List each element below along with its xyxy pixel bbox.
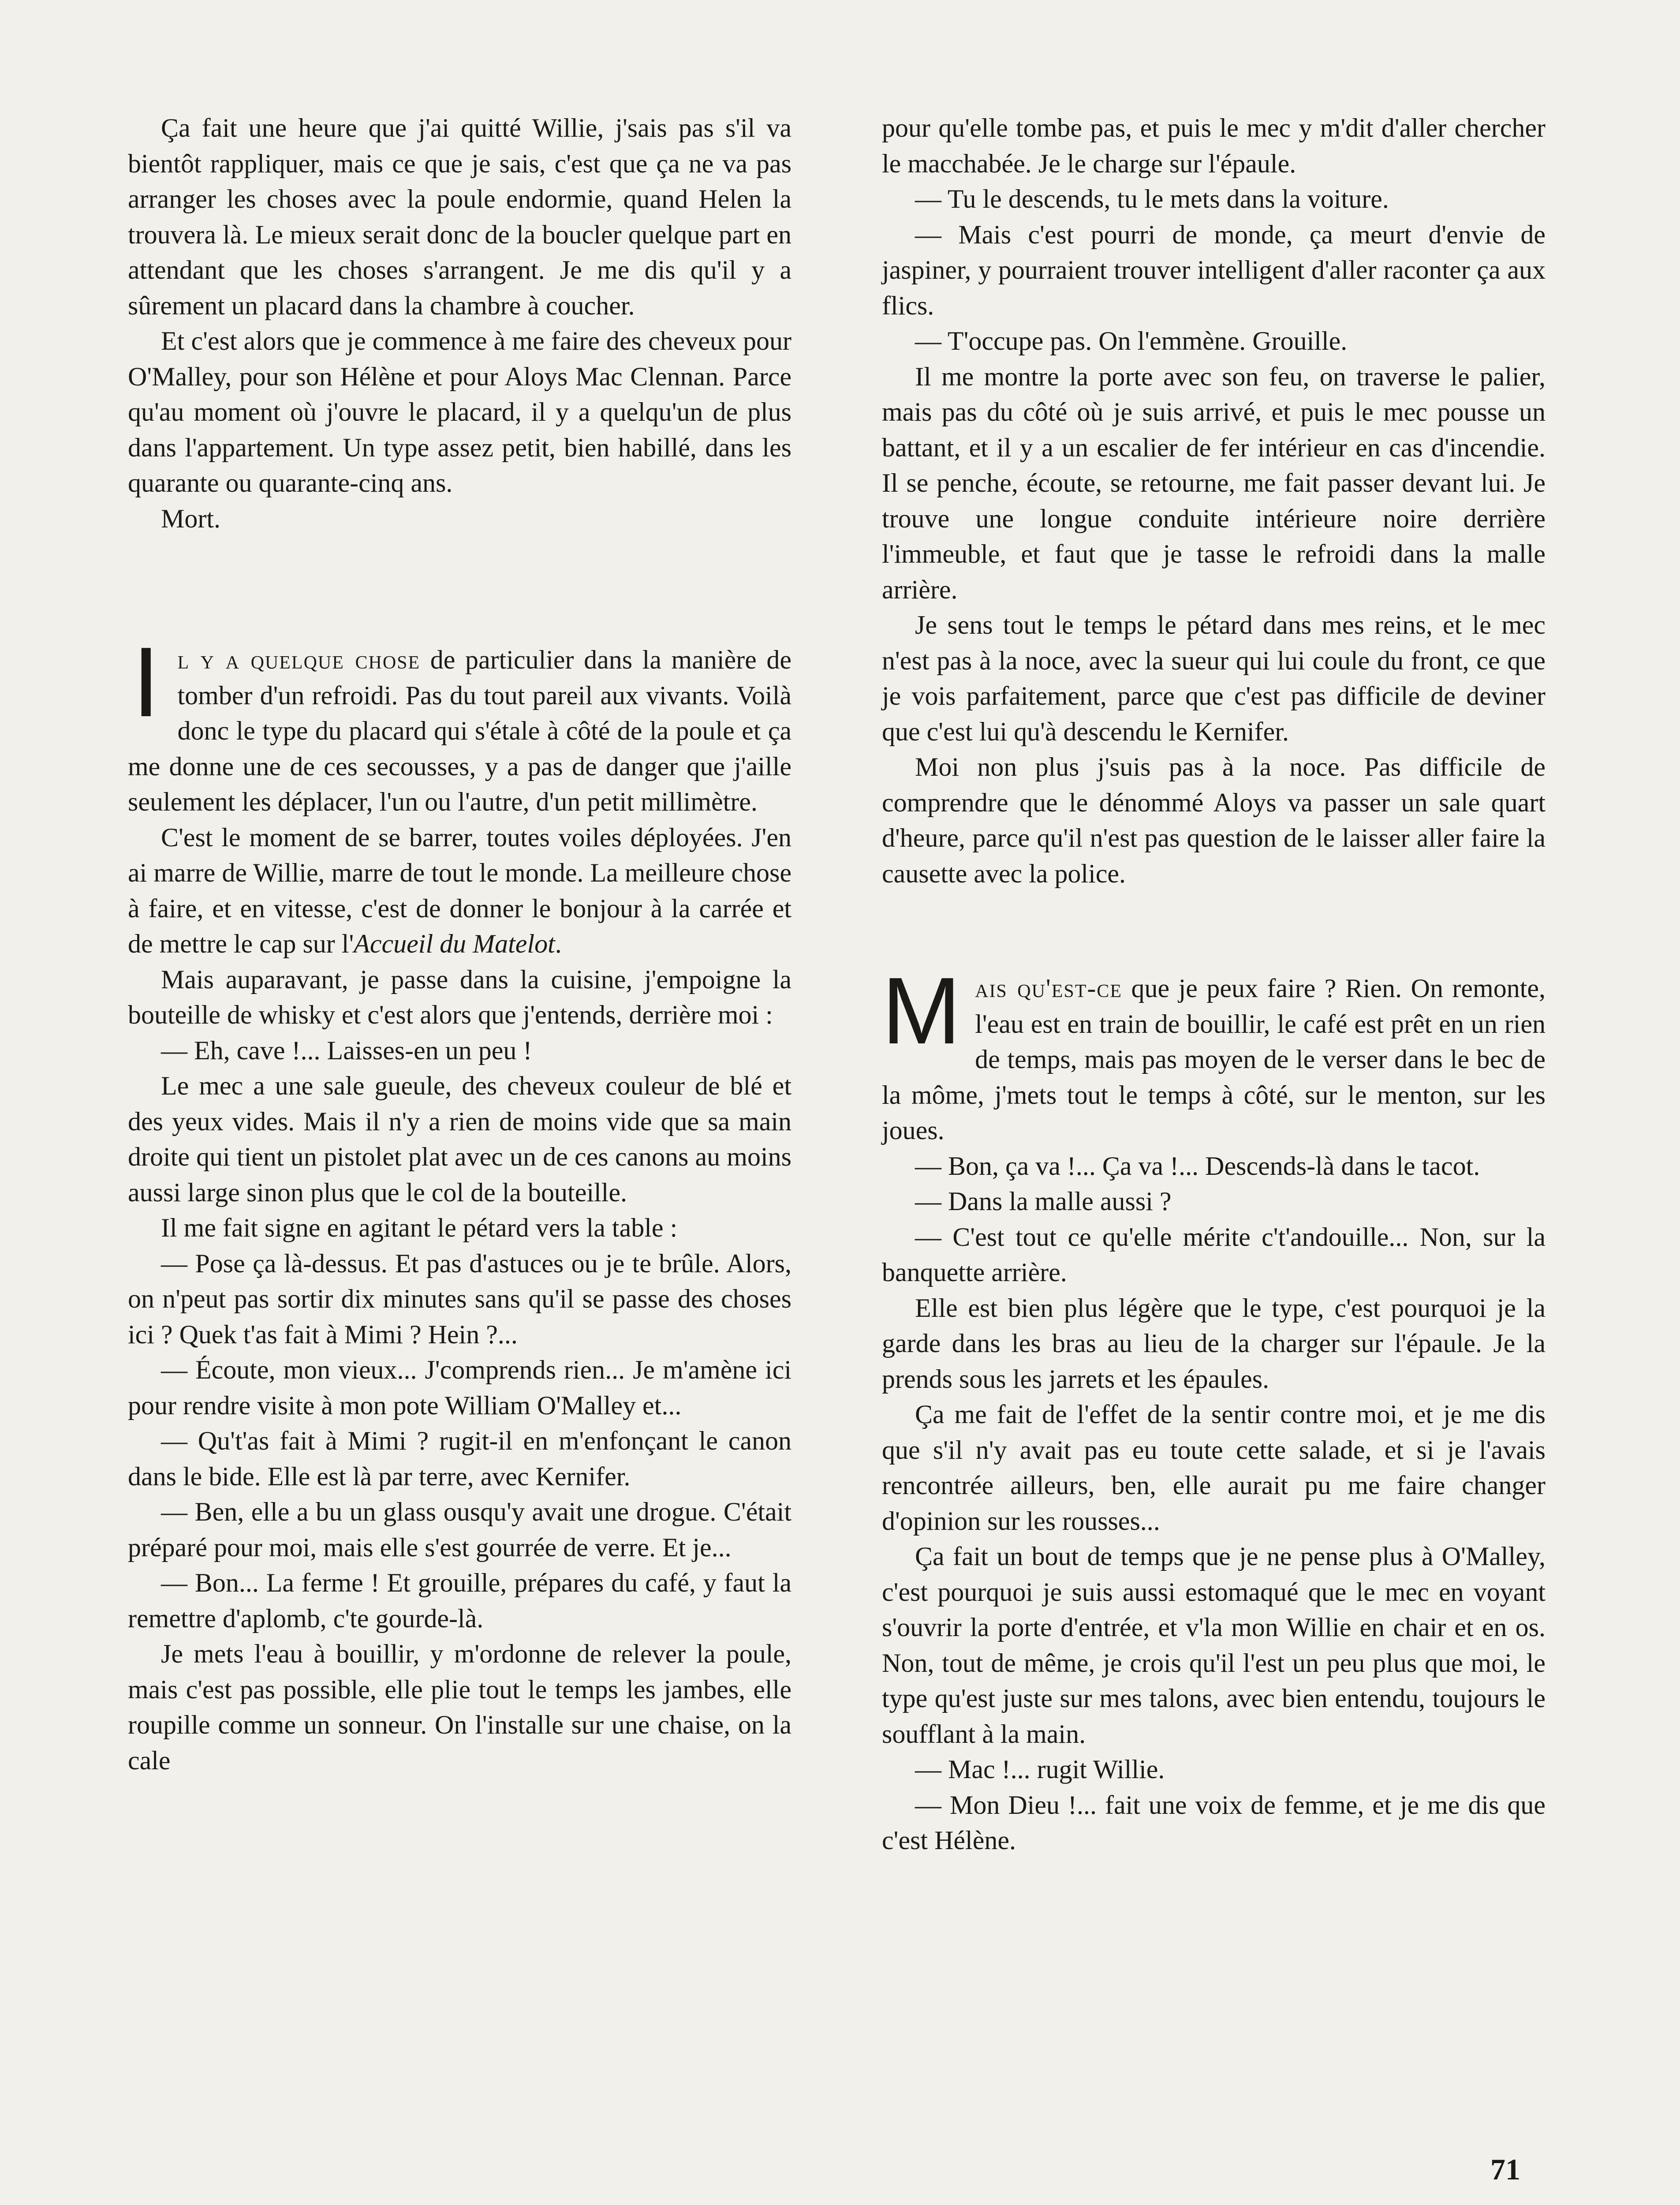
- small-caps-lead: ais qu'est-ce: [975, 974, 1123, 1003]
- drop-cap: I: [132, 626, 160, 737]
- dialogue-line: — Écoute, mon vieux... J'comprends rien... Je m'amène ici pour rendre visite à mon pote William O'Malley et...: [128, 1355, 791, 1420]
- right-column: [882, 110, 1546, 1858]
- section-break: [882, 891, 1546, 971]
- paragraph: Elle est bien plus légère que le type, c'est pourquoi je la garde dans les bras au lieu de la charger sur l'épaule. Je la prends sous les jarrets et les épaules.: [882, 1293, 1546, 1394]
- paragraph-continued: pour qu'elle tombe pas, et puis le mec y m'dit d'aller chercher le macchabée. Je le charge sur l'épaule.: [882, 113, 1546, 178]
- dialogue-line: — T'occupe pas. On l'emmène. Grouille.: [915, 326, 1348, 355]
- section-opening: [882, 957, 1546, 1148]
- section-opening: [128, 626, 791, 820]
- page-number: 71: [1490, 2153, 1520, 2186]
- small-caps-lead: l y a quelque chose: [177, 645, 421, 674]
- dialogue-line: — Tu le descends, tu le mets dans la voiture.: [915, 184, 1389, 213]
- dialogue-line: — Bon... La ferme ! Et grouille, prépares du café, y faut la remettre d'aplomb, c'te gourde-là.: [128, 1568, 791, 1633]
- paragraph: Mort.: [161, 504, 220, 533]
- paragraph: Moi non plus j'suis pas à la noce. Pas difficile de comprendre que le dénommé Aloys va passer un sale quart d'heure, parce qu'il n'est pas question de le laisser aller faire la causette avec la police.: [882, 752, 1546, 888]
- dialogue-line: — Mais c'est pourri de monde, ça meurt d'envie de jaspiner, y pourraient trouver intelligent d'aller raconter ça aux flics.: [882, 220, 1546, 320]
- paragraph: Mais auparavant, je passe dans la cuisine, j'empoigne la bouteille de whisky et c'est alors que j'entends, derrière moi :: [128, 964, 791, 1029]
- dialogue-line: — Mon Dieu !... fait une voix de femme, et je me dis que c'est Hélène.: [882, 1790, 1546, 1855]
- italic-title: Accueil du Matelot: [354, 929, 555, 958]
- paragraph: Il me fait signe en agitant le pétard vers la table :: [161, 1213, 678, 1242]
- paragraph: Je sens tout le temps le pétard dans mes reins, et le mec n'est pas à la noce, avec la sueur qui lui coule du front, ce que je vois parfaitement, parce que c'est pas difficile de deviner que c'est lui qu'à descendu le Kernifer.: [882, 610, 1546, 746]
- paragraph: [128, 820, 791, 962]
- lead-text: que je peux faire ? Rien. On remonte, l'eau est en train de bouillir, le café est prêt en un rien de temps, mais pas moyen de le verser dans le bec de la môme, j'mets tout le temps à côté, sur le menton, sur les joues.: [882, 974, 1546, 1145]
- dialogue-line: — C'est tout ce qu'elle mérite c't'andouille... Non, sur la banquette arrière.: [882, 1222, 1546, 1287]
- paragraph: Le mec a une sale gueule, des cheveux couleur de blé et des yeux vides. Mais il n'y a rien de moins vide que sa main droite qui tient un pistolet plat avec un de ces canons au moins aussi large sinon plus que le col de la bouteille.: [128, 1071, 791, 1207]
- dialogue-line: — Bon, ça va !... Ça va !... Descends-là dans le tacot.: [915, 1151, 1480, 1181]
- dialogue-line: — Mac !... rugit Willie.: [915, 1755, 1165, 1784]
- left-column: [128, 110, 791, 1778]
- lead-paragraph: [882, 957, 1546, 1148]
- paragraph: Je mets l'eau à bouillir, y m'ordonne de relever la poule, mais c'est pas possible, elle plie tout le temps les jambes, elle roupille comme un sonneur. On l'installe sur une chaise, on la cale: [128, 1639, 791, 1775]
- dialogue-line: — Qu't'as fait à Mimi ? rugit-il en m'enfonçant le canon dans le bide. Elle est là par terre, avec Kernifer.: [128, 1426, 791, 1491]
- paragraph-end: .: [555, 929, 562, 958]
- dialogue-line: — Ben, elle a bu un glass ousqu'y avait une drogue. C'était préparé pour moi, mais elle s'est gourrée de verre. Et je...: [128, 1497, 791, 1562]
- dialogue-line: — Eh, cave !... Laisses-en un peu !: [161, 1035, 532, 1065]
- paragraph: Ça fait un bout de temps que je ne pense plus à O'Malley, c'est pourquoi je suis aussi estomaqué que le mec en voyant s'ouvrir la porte d'entrée, et v'la mon Willie en chair et en os. Non, tout de même, je crois qu'il l'est un peu plus que moi, le type qu'est juste sur mes talons, avec bien entendu, toujours le soufflant à la main.: [882, 1542, 1546, 1749]
- paragraph: Ça me fait de l'effet de la sentir contre moi, et je me dis que s'il n'y avait pas eu toute cette salade, et si je l'avais rencontrée ailleurs, ben, elle aurait pu me faire changer d'opinion sur les rousses...: [882, 1400, 1546, 1536]
- paragraph: Et c'est alors que je commence à me faire des cheveux pour O'Malley, pour son Hélène et pour Aloys Mac Clennan. Parce qu'au moment où j'ouvre le placard, il y a quelqu'un de plus dans l'appartement. Un type assez petit, bien habillé, dans les quarante ou quarante-cinq ans.: [128, 326, 791, 497]
- paragraph: Ça fait une heure que j'ai quitté Willie, j'sais pas s'il va bientôt rappliquer, mais ce que je sais, c'est que ça ne va pas arranger les choses avec la poule endormie, quand Helen la trouvera là. Le mieux serait donc de la boucler quelque part en attendant que les choses s'arrangent. Je me dis qu'il y a sûrement un placard dans la chambre à coucher.: [128, 113, 791, 320]
- dialogue-line: — Pose ça là-dessus. Et pas d'astuces ou je te brûle. Alors, on n'peut pas sortir dix minutes sans qu'il se passe des choses ici ? Quek t'as fait à Mimi ? Hein ?...: [128, 1248, 791, 1349]
- drop-cap: M: [882, 957, 961, 1064]
- section-break: [128, 536, 791, 642]
- paragraph-text: C'est le moment de se barrer, toutes voiles déployées. J'en ai marre de Willie, marre de tout le monde. La meilleure chose à faire, et en vitesse, c'est de donner le bonjour à la carrée et de mettre le cap sur l': [128, 822, 791, 958]
- lead-text: de particulier dans la manière de tomber d'un refroidi. Pas du tout pareil aux vivants. Voilà donc le type du placard qui s'étale à côté de la poule et ça me donne une de ces secousses, y a pas de danger que j'aille seulement les déplacer, l'un ou l'autre, d'un petit millimètre.: [128, 645, 791, 816]
- dialogue-line: — Dans la malle aussi ?: [915, 1187, 1172, 1216]
- paragraph: Il me montre la porte avec son feu, on traverse le palier, mais pas du côté où je suis arrivé, et puis le mec pousse un battant, et il y a un escalier de fer intérieur en cas d'incendie. Il se penche, écoute, se retourne, me fait passer devant lui. Je trouve une longue conduite intérieure noire derrière l'immeuble, et faut que je tasse le refroidi dans la malle arrière.: [882, 362, 1546, 604]
- lead-paragraph: [128, 626, 791, 820]
